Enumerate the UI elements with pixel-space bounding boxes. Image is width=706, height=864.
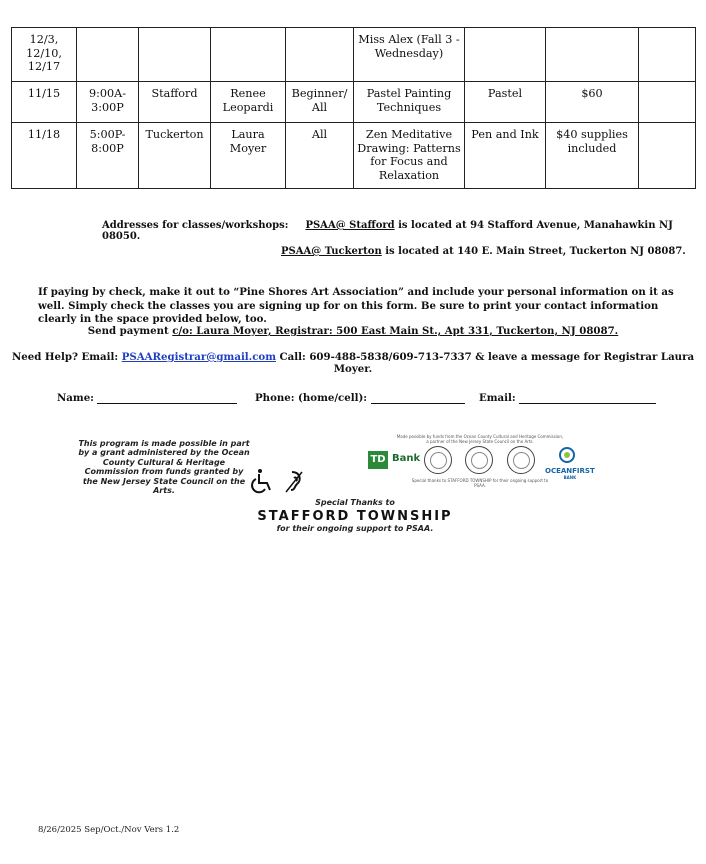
medium-cell <box>465 28 546 82</box>
cost-cell: $40 supplies included <box>546 123 639 189</box>
location-cell <box>139 28 211 82</box>
cost-cell <box>546 28 639 82</box>
wheelchair-icon <box>252 469 270 492</box>
title-cell: Miss Alex (Fall 3 - Wednesday) <box>354 28 465 82</box>
email-label: Email: <box>479 392 516 404</box>
help-prefix: Need Help? Email: <box>11 351 122 363</box>
signup-check-cell[interactable] <box>639 123 696 189</box>
location-cell: Tuckerton <box>139 123 211 189</box>
accessibility-icons <box>250 468 310 496</box>
instructor-cell: Laura Moyer <box>211 123 286 189</box>
table-row <box>12 82 696 123</box>
cost-cell: $60 <box>546 82 639 123</box>
instructor-cell: Renee Leopardi <box>211 82 286 123</box>
date-cell: 11/18 <box>12 123 77 189</box>
name-field[interactable] <box>57 392 237 404</box>
date-cell: 11/15 <box>12 82 77 123</box>
send-payment-line <box>0 325 706 337</box>
medium-cell: Pen and Ink <box>465 123 546 189</box>
help-phone-text: Call: 609-488-5838/609-713-7337 & leave a message for Registrar Laura Moyer. <box>276 351 695 375</box>
level-cell: All <box>286 123 354 189</box>
td-bank-logo: TD <box>368 451 388 469</box>
phone-label: Phone: (home/cell): <box>255 392 368 404</box>
stafford-address: is located at 94 Stafford Avenue, Manahawkin NJ 08050. <box>102 220 673 242</box>
version-footer: 8/26/2025 Sep/Oct./Nov Vers 1.2 <box>38 825 180 835</box>
addresses-label: Addresses for classes/workshops: <box>102 220 289 231</box>
stafford-township-name: STAFFORD TOWNSHIP <box>257 509 453 524</box>
sponsor-footer-text: Special thanks to STAFFORD TOWNSHIP for their ongoing support to PSAA. <box>411 478 549 488</box>
time-cell: 5:00P-8:00P <box>77 123 139 189</box>
name-label: Name: <box>57 392 94 404</box>
oceanfirst-mark-icon <box>559 447 575 463</box>
stafford-location-name: PSAA@ Stafford <box>305 220 395 231</box>
instructor-cell <box>211 28 286 82</box>
ocean-county-seal-icon <box>507 446 535 474</box>
special-thanks-heading: Special Thanks to <box>315 498 395 507</box>
schedule-table <box>11 27 696 189</box>
registrar-mailing-address: c/o: Laura Moyer, Registrar: 500 East Main St., Apt 331, Tuckerton, NJ 08087. <box>172 325 619 337</box>
signup-check-cell[interactable] <box>639 28 696 82</box>
tuckerton-location-name: PSAA@ Tuckerton <box>281 246 382 257</box>
time-cell <box>77 28 139 82</box>
county-seal-icon <box>424 446 452 474</box>
send-payment-prefix: Send payment <box>87 325 173 337</box>
signup-check-cell[interactable] <box>639 82 696 123</box>
level-cell: Beginner/ All <box>286 82 354 123</box>
sponsor-header-text: Made possible by funds from the Ocean County Cultural and Heritage Commission, a partner of the New Jersey State Council on the Arts. <box>396 434 564 444</box>
phone-input-line[interactable] <box>371 392 465 404</box>
grant-credit-text: This program is made possible in part by a grant administered by the Ocean County Cultural & Heritage Commission from funds granted by the New Jersey State Council on the Arts. <box>78 439 250 496</box>
level-cell <box>286 28 354 82</box>
table-row <box>12 123 696 189</box>
addresses-row-stafford <box>102 220 706 242</box>
email-field[interactable] <box>479 392 656 404</box>
time-cell: 9:00A-3:00P <box>77 82 139 123</box>
location-cell: Stafford <box>139 82 211 123</box>
oceanfirst-sub: BANK <box>563 475 577 480</box>
td-bank-name: Bank <box>392 453 421 464</box>
help-line <box>0 351 706 375</box>
oceanfirst-bank-logo <box>545 467 595 480</box>
medium-cell: Pastel <box>465 82 546 123</box>
tuckerton-address: is located at 140 E. Main Street, Tuckerton NJ 08087. <box>381 246 686 257</box>
name-input-line[interactable] <box>97 392 237 404</box>
hearing-assist-icon <box>286 472 302 492</box>
check-payment-note: If paying by check, make it out to “Pine Shores Art Association” and include your personal information on it as well. Simply check the classes you are signing up for on this form. Be sure to print your contact information clearly in the space provided below, too. <box>38 286 674 325</box>
title-cell: Pastel Painting Techniques <box>354 82 465 123</box>
phone-field[interactable] <box>255 392 465 404</box>
registrar-email-link[interactable]: PSAARegistrar@gmail.com <box>121 351 277 363</box>
title-cell: Zen Meditative Drawing: Patterns for Focus and Relaxation <box>354 123 465 189</box>
addresses-row-tuckerton <box>281 246 686 257</box>
special-thanks-subtext: for their ongoing support to PSAA. <box>276 524 434 533</box>
table-row <box>12 28 696 82</box>
arts-council-seal-icon <box>465 446 493 474</box>
date-cell: 12/3, 12/10, 12/17 <box>12 28 77 82</box>
oceanfirst-name: OCEANFIRST <box>545 467 595 475</box>
email-input-line[interactable] <box>519 392 656 404</box>
